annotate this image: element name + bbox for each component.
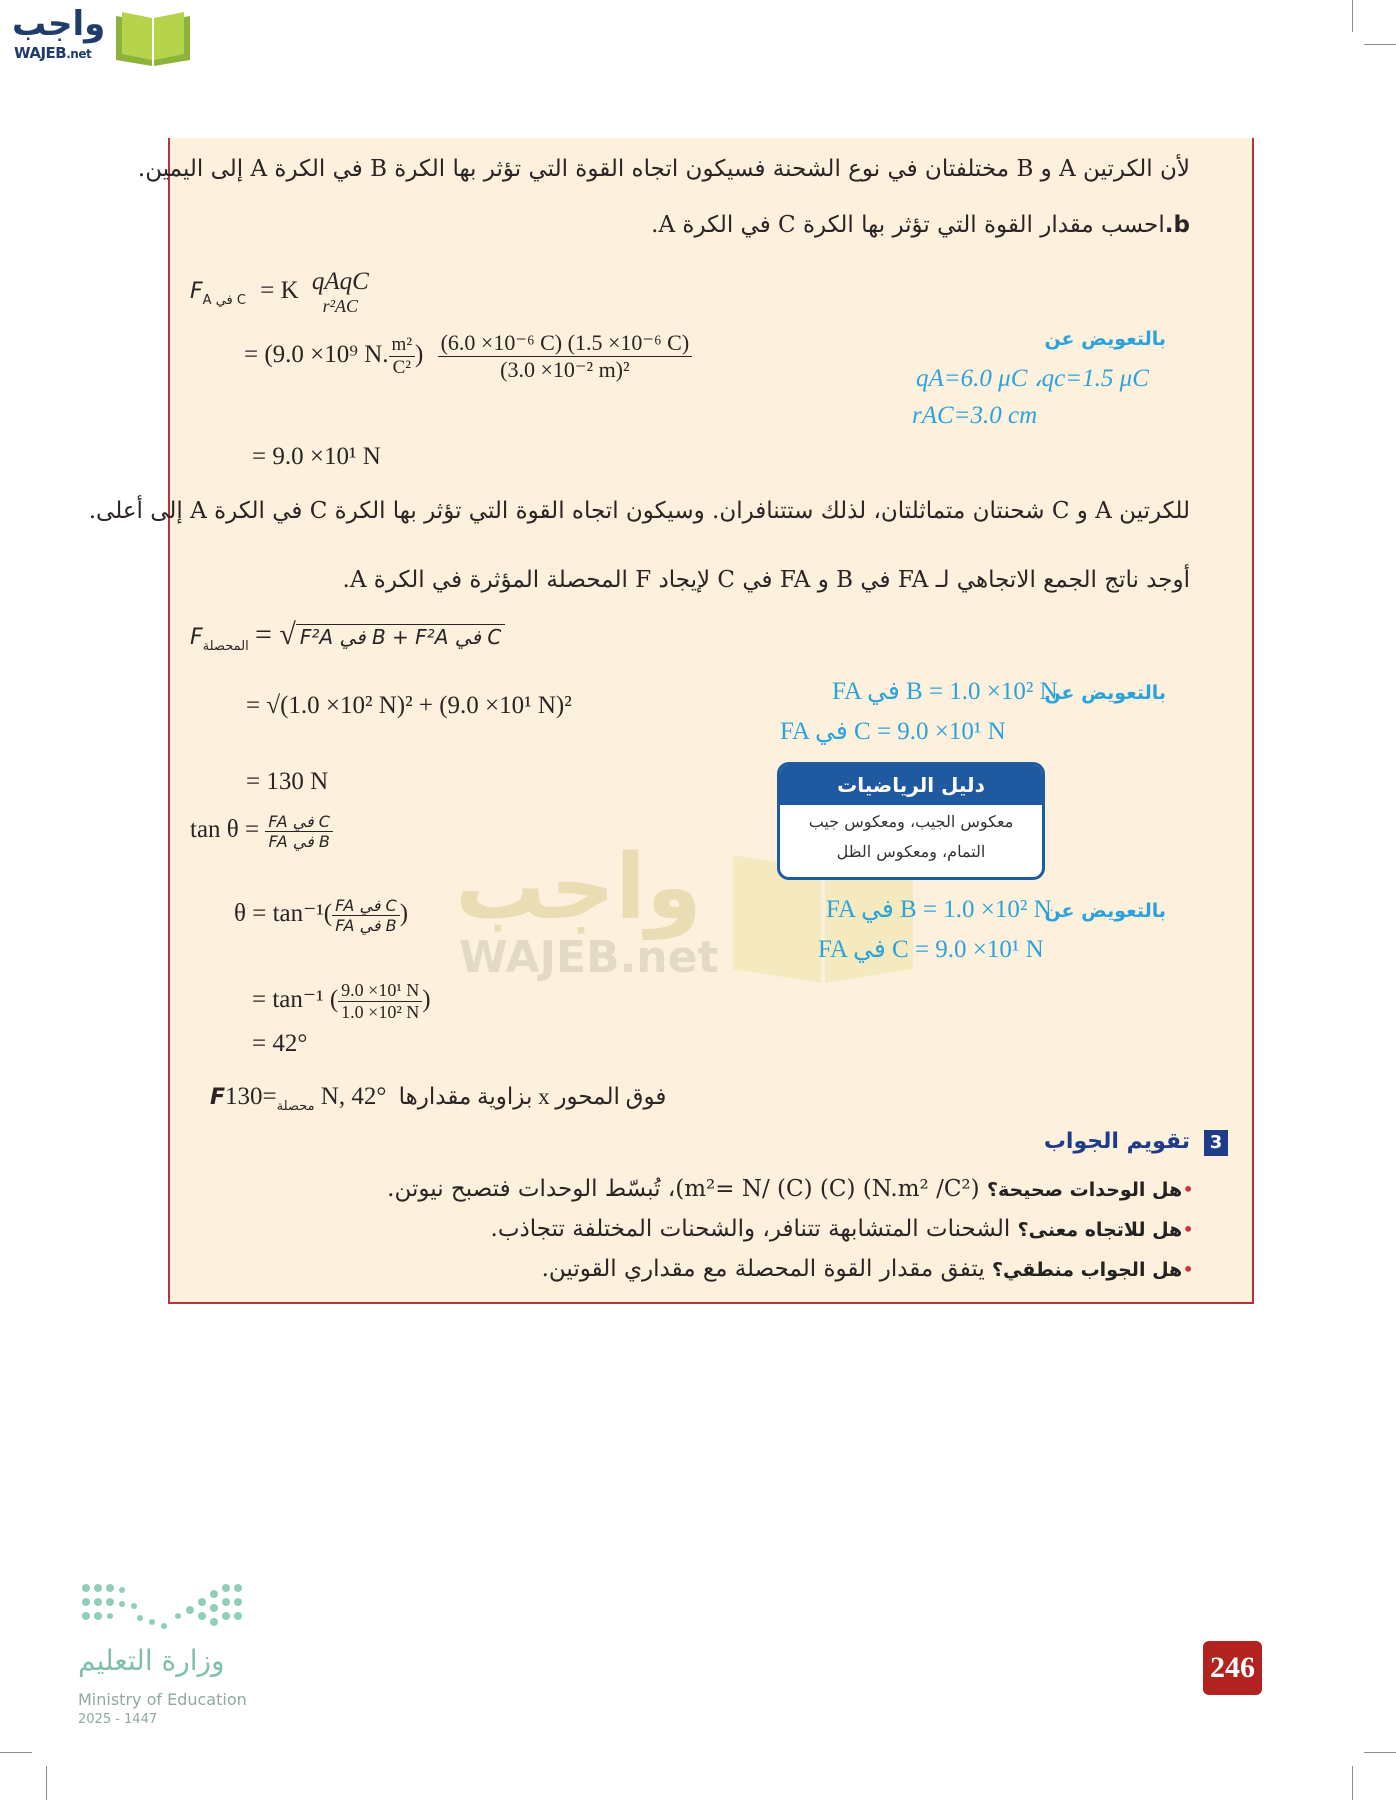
tangent-equation bbox=[190, 812, 333, 851]
force-ac-result: = 9.0 ×10¹ N bbox=[252, 443, 381, 470]
substitution-heading: بالتعويض عن bbox=[1044, 682, 1166, 704]
unit-fraction bbox=[389, 334, 415, 379]
theta-sub-close: ) bbox=[422, 986, 431, 1014]
coulomb-fraction bbox=[309, 268, 372, 317]
substitution-fab: FA في B = 1.0 ×10² N bbox=[832, 678, 1058, 705]
evaluate-item bbox=[387, 1176, 1194, 1202]
crop-mark bbox=[0, 1752, 32, 1753]
equals-k: = K bbox=[260, 277, 299, 305]
constant-close: ) bbox=[415, 341, 424, 369]
watermark-english: WAJEB.net bbox=[459, 932, 719, 983]
section-number: 3 bbox=[1204, 1130, 1228, 1156]
root-expression: F²A في B + F²A في C bbox=[296, 624, 505, 649]
substitution-fab: FA في B = 1.0 ×10² N bbox=[826, 896, 1052, 923]
theta-value-fraction bbox=[338, 980, 422, 1023]
evaluate-question: هل للاتجاه معنى؟ bbox=[1017, 1219, 1183, 1241]
tan-lhs: tan θ = bbox=[190, 816, 260, 844]
theta-substitution bbox=[252, 980, 431, 1023]
theta-value-den: 1.0 ×10² N bbox=[341, 1002, 420, 1022]
force-symbol: F bbox=[210, 1085, 226, 1110]
part-b-letter: b. bbox=[1164, 212, 1190, 238]
force-subscript: A في C bbox=[202, 293, 246, 309]
repulsion-text: للكرتين A و C شحنتان متماثلتان، لذلك ستتنافران. وسيكون اتجاه القوة التي تؤثر بها الكرة C في الكرة A إلى أعلى. bbox=[88, 498, 1190, 524]
part-b-prompt bbox=[651, 212, 1190, 238]
bullet: • bbox=[1182, 1177, 1194, 1201]
substitution-fac: FA في C = 9.0 ×10¹ N bbox=[818, 936, 1044, 963]
evaluate-item bbox=[491, 1216, 1194, 1242]
crop-mark bbox=[46, 1766, 47, 1800]
tan-num: FA في C bbox=[265, 812, 333, 832]
math-guide-line: معكوس الجيب، ومعكوس جيب bbox=[808, 812, 1014, 831]
resultant-subscript: المحصلة bbox=[202, 639, 249, 654]
crop-mark bbox=[1352, 0, 1353, 32]
ministry-english: Ministry of Education bbox=[78, 1690, 247, 1709]
charges-values: (6.0 ×10⁻⁶ C) (1.5 ×10⁻⁶ C) bbox=[438, 330, 693, 357]
substitution-heading: بالتعويض عن bbox=[1044, 328, 1166, 350]
substitution-charges: qA=6.0 μC ،qc=1.5 μC bbox=[916, 365, 1149, 392]
distance-value: (3.0 ×10⁻² m)² bbox=[500, 357, 630, 382]
part-a-conclusion: لأن الكرتين A و B مختلفتان في نوع الشحنة فسيكون اتجاه القوة التي تؤثر بها الكرة B في الكرة A إلى اليمين. bbox=[137, 156, 1190, 182]
force-symbol: F bbox=[190, 625, 203, 650]
distance-squared: r²AC bbox=[322, 296, 359, 316]
vector-sum-text: أوجد ناتج الجمع الاتجاهي لـ FA في B و FA في C لإيجاد F المحصلة المؤثرة في الكرة A. bbox=[342, 567, 1190, 593]
theta-fraction bbox=[332, 896, 400, 935]
substitution-distance: rAC=3.0 cm bbox=[912, 402, 1038, 429]
theta-equation bbox=[234, 896, 408, 935]
charge-product: qAqC bbox=[311, 268, 369, 295]
coulomb-law-equation bbox=[190, 268, 372, 317]
force-symbol: F bbox=[190, 279, 203, 305]
resultant-magnitude-equation bbox=[190, 618, 505, 654]
unit-den: C² bbox=[392, 357, 411, 378]
evaluate-item bbox=[542, 1256, 1194, 1282]
math-guide-box[interactable] bbox=[777, 762, 1045, 880]
theta-result: = 42° bbox=[252, 1030, 308, 1057]
resultant-substitution: = √(1.0 ×10² N)² + (9.0 ×10¹ N)² bbox=[246, 692, 572, 719]
resultant-result: = 130 N bbox=[246, 768, 329, 795]
evaluate-answer: (N.m² /C²) (C) (C) /m²= N)، تُبسّط الوحدات فتصبح نيوتن. bbox=[387, 1176, 980, 1202]
final-answer bbox=[210, 1083, 666, 1114]
final-direction: فوق المحور x بزاوية مقدارها bbox=[398, 1084, 667, 1109]
constant-open: = (9.0 ×10⁹ N. bbox=[244, 341, 389, 369]
ministry-year: 2025 - 1447 bbox=[78, 1712, 158, 1727]
evaluate-question: هل الوحدات صحيحة؟ bbox=[986, 1179, 1183, 1201]
math-guide-body bbox=[780, 805, 1042, 867]
theta-close: ) bbox=[399, 900, 409, 928]
part-b-text: احسب مقدار القوة التي تؤثر بها الكرة C في الكرة A. bbox=[651, 212, 1165, 238]
value-fraction bbox=[438, 330, 693, 383]
theta-num: FA في C bbox=[332, 896, 400, 916]
wajeb-logo[interactable] bbox=[8, 4, 193, 68]
crop-mark bbox=[1364, 1752, 1396, 1753]
substitution-heading: بالتعويض عن bbox=[1044, 900, 1166, 922]
tan-den: FA في B bbox=[268, 832, 330, 851]
bullet: • bbox=[1182, 1217, 1194, 1241]
page-number: 246 bbox=[1203, 1641, 1262, 1695]
card-left-border bbox=[168, 138, 170, 1302]
equals-sqrt: = √ bbox=[254, 618, 296, 651]
theta-value-num: 9.0 ×10¹ N bbox=[338, 980, 422, 1002]
bullet: • bbox=[1182, 1257, 1194, 1281]
ministry-arabic: وزارة التعليم bbox=[78, 1644, 225, 1677]
unit-num: m² bbox=[389, 334, 415, 357]
section-title: تقويم الجواب bbox=[1043, 1129, 1190, 1154]
substitution-fac: FA في C = 9.0 ×10¹ N bbox=[780, 718, 1006, 745]
math-guide-title: دليل الرياضيات bbox=[780, 765, 1042, 805]
logo-arabic: واجب bbox=[12, 4, 106, 44]
coulomb-substitution bbox=[244, 330, 692, 383]
theta-den: FA في B bbox=[335, 916, 397, 935]
evaluate-answer: يتفق مقدار القوة المحصلة مع مقداري القوتين. bbox=[541, 1256, 985, 1282]
resultant-subscript: محصلة bbox=[276, 1099, 315, 1114]
watermark-arabic: واجب bbox=[455, 835, 702, 940]
evaluate-answer: الشحنات المتشابهة تتنافر، والشحنات المختلفة تتجاذب. bbox=[490, 1216, 1011, 1242]
final-value: =130 N, 42° bbox=[225, 1083, 387, 1110]
tan-fraction bbox=[265, 812, 333, 851]
theta-sub-lhs: = tan⁻¹ ( bbox=[252, 986, 339, 1014]
logo-english: WAJEB.net bbox=[14, 44, 92, 62]
math-guide-line: التمام، ومعكوس الظل bbox=[836, 842, 986, 861]
crop-mark bbox=[1364, 44, 1396, 45]
ministry-dots-icon bbox=[78, 1580, 250, 1640]
crop-mark bbox=[1352, 1766, 1353, 1800]
ministry-logo bbox=[74, 1580, 254, 1730]
evaluate-question: هل الجواب منطقي؟ bbox=[992, 1259, 1183, 1281]
book-icon bbox=[112, 8, 194, 68]
theta-lhs: θ = tan⁻¹( bbox=[234, 900, 333, 928]
